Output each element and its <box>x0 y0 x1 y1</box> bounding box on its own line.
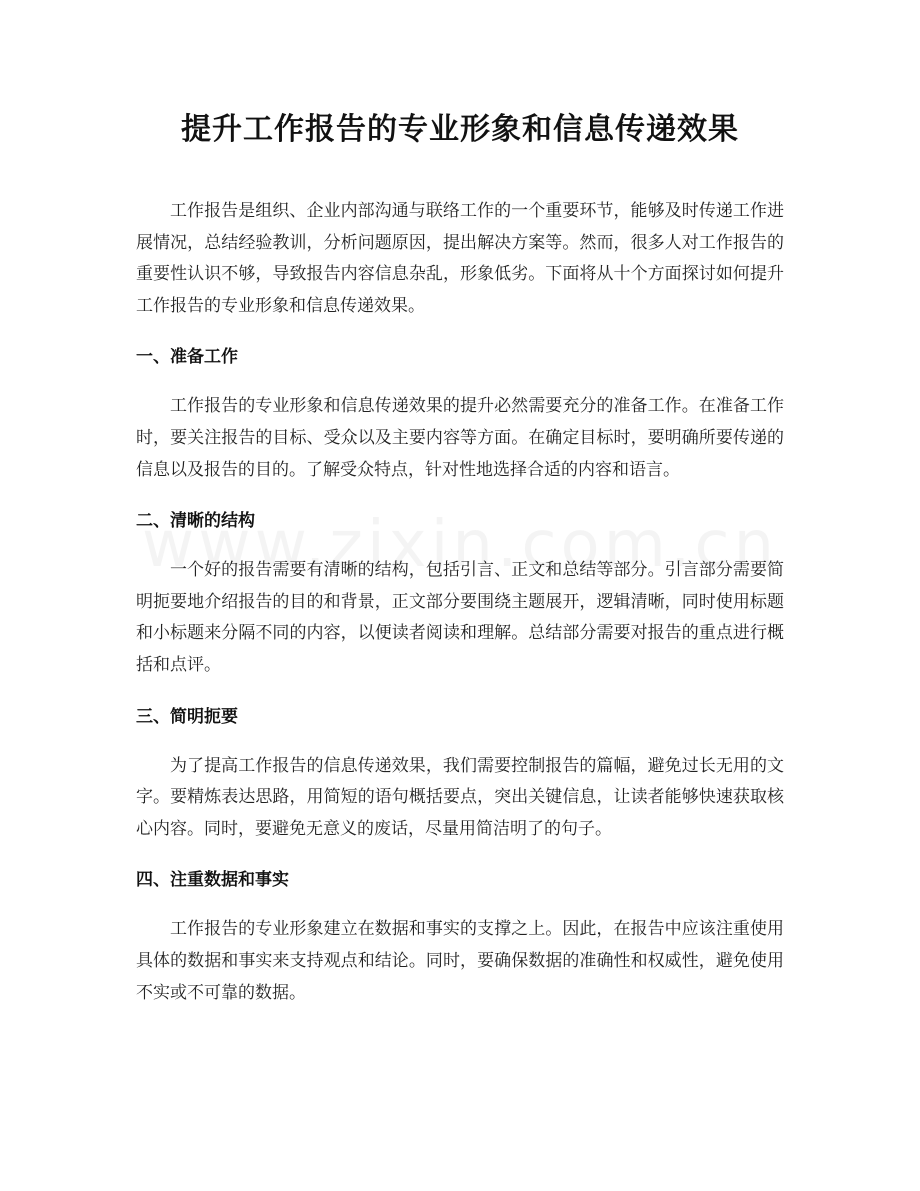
document-title: 提升工作报告的专业形象和信息传递效果 <box>181 112 739 147</box>
section-heading-1: 一、准备工作 <box>136 347 238 368</box>
section-body-3: 为了提高工作报告的信息传递效果，我们需要控制报告的篇幅，避免过长无用的文字。要精炼表达思路，用简短的语句概括要点，突出关键信息，让读者能够快速获取核心内容。同时，要避免无意义的废话，尽量用简洁明了的句子。 <box>136 755 784 839</box>
section-body-4: 工作报告的专业形象建立在数据和事实的支撑之上。因此，在报告中应该注重使用具体的数据和事实来支持观点和结论。同时，要确保数据的准确性和权威性，避免使用不实或不可靠的数据。 <box>136 919 784 1003</box>
section-body-1: 工作报告的专业形象和信息传递效果的提升必然需要充分的准备工作。在准备工作时，要关注报告的目标、受众以及主要内容等方面。在确定目标时，要明确所要传递的信息以及报告的目的。了解受众特点，针对性地选择合适的内容和语言。 <box>136 396 784 480</box>
intro-paragraph: 工作报告是组织、企业内部沟通与联络工作的一个重要环节，能够及时传递工作进展情况，总结经验教训，分析问题原因，提出解决方案等。然而，很多人对工作报告的重要性认识不够，导致报告内容信息杂乱，形象低劣。下面将从十个方面探讨如何提升工作报告的专业形象和信息传递效果。 <box>136 201 784 316</box>
section-heading-3: 三、简明扼要 <box>136 706 238 727</box>
section-heading-4: 四、注重数据和事实 <box>136 870 289 891</box>
section-heading-2: 二、清晰的结构 <box>136 511 255 532</box>
section-body-2: 一个好的报告需要有清晰的结构，包括引言、正文和总结等部分。引言部分需要简明扼要地介绍报告的目的和背景，正文部分要围绕主题展开，逻辑清晰，同时使用标题和小标题来分隔不同的内容，以便读者阅读和理解。总结部分需要对报告的重点进行概括和点评。 <box>136 560 784 675</box>
